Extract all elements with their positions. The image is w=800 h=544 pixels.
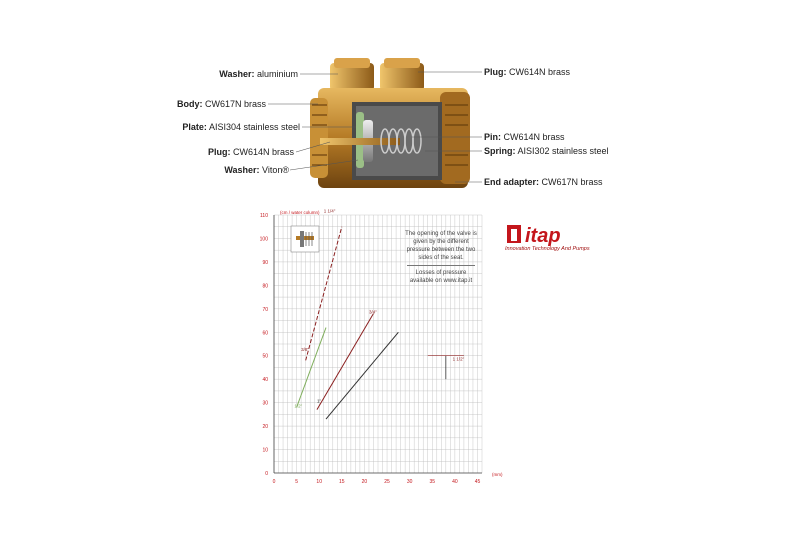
x-unit-label: (mm) (492, 472, 503, 477)
y-tick-label: 40 (262, 377, 268, 384)
x-tick-label: 5 (295, 479, 298, 485)
y-tick-label: 60 (262, 330, 268, 337)
x-tick-label: 10 (316, 479, 322, 485)
series-label: 1 1/4" (323, 208, 336, 214)
series-label: 3/4" (368, 309, 377, 315)
y-tick-label: 30 (262, 400, 268, 407)
svg-text:itap: itap (525, 225, 561, 247)
y-tick-label: 10 (262, 447, 268, 454)
y-tick-label: 80 (262, 283, 268, 290)
callout-washer-aluminium: Washer: aluminium (219, 69, 298, 79)
callout-plug-left: Plug: CW614N brass (207, 147, 294, 157)
y-tick-label: 90 (262, 259, 268, 266)
callout-spring: Spring: AISI302 stainless steel (484, 146, 609, 156)
x-tick-label: 30 (406, 479, 413, 485)
valve-cutaway-illustration (0, 0, 800, 205)
callout-plug-right: Plug: CW614N brass (484, 67, 571, 77)
series-label: 1" (316, 398, 322, 404)
callout-end-adapter: End adapter: CW617N brass (484, 177, 603, 187)
callout-body: Body: CW617N brass (176, 99, 266, 109)
itap-logo (505, 223, 605, 263)
y-tick-label: 70 (262, 306, 268, 313)
x-tick-label: 0 (272, 479, 276, 485)
chart-note (405, 230, 477, 285)
y-tick-label: 100 (259, 236, 268, 243)
x-tick-label: 15 (339, 479, 345, 485)
x-tick-label: 45 (474, 479, 481, 485)
y-tick-label: 110 (260, 213, 268, 219)
valve-stem (320, 138, 400, 145)
x-tick-label: 25 (384, 479, 390, 485)
note-opening-text: The opening of the valve is given by the different pressure between the two sides of the seat. (405, 231, 477, 261)
x-tick-label: 20 (361, 479, 368, 485)
callout-plate: Plate: AISI304 stainless steel (182, 122, 300, 132)
x-tick-label: 35 (429, 479, 436, 485)
series-label: 1 1/2" (452, 356, 465, 362)
x-tick-label: 40 (452, 479, 458, 485)
y-unit-label: (cm / water column) (280, 210, 320, 215)
y-tick-label: 0 (265, 471, 268, 477)
series-label: 3/8" (301, 347, 309, 353)
valve-thumbnail-icon (288, 222, 322, 256)
itap-tagline: Innovation Technology And Pumps (505, 246, 590, 252)
series-label: 1/2" (294, 403, 303, 409)
itap-logo-mark (505, 223, 605, 247)
callout-pin: Pin: CW614N brass (484, 132, 565, 142)
y-tick-label: 50 (262, 353, 268, 360)
note-losses-text: Losses of pressure available on www.itap.it (409, 270, 473, 284)
callout-washer-viton: Washer: Viton® (224, 165, 289, 175)
y-tick-label: 20 (262, 424, 268, 431)
